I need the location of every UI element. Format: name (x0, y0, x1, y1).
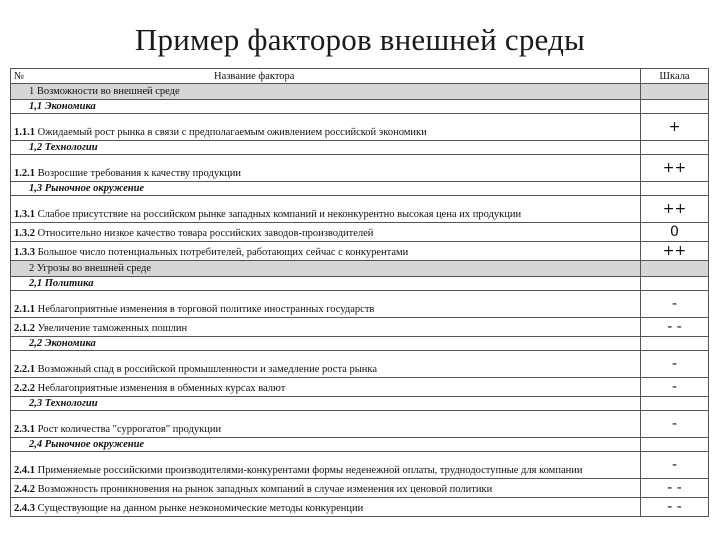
factor-scale: - (641, 291, 709, 318)
factor-number: 2.4.1 (14, 465, 35, 476)
factor-number: 2.4.3 (14, 503, 35, 514)
factor-cell (11, 196, 641, 223)
subsection-row (11, 438, 709, 452)
header-scale: Шкала (641, 69, 709, 84)
subsection-row (11, 277, 709, 291)
factor-scale: - - (641, 479, 709, 498)
factor-text: Применяемые российскими производителями-конкурентами формы неденежной оплаты, труднодоступные для компании (37, 465, 583, 476)
factor-cell (11, 452, 641, 479)
factor-text: Неблагоприятные изменения в обменных курсах валют (37, 383, 286, 394)
factor-row (11, 452, 709, 479)
factor-number: 2.2.1 (14, 364, 35, 375)
header-number: № (14, 70, 25, 82)
factor-number: 1.3.3 (14, 247, 35, 258)
factor-row (11, 498, 709, 517)
factor-cell (11, 155, 641, 182)
factor-row (11, 318, 709, 337)
section-title: 1 Возможности во внешней среде (11, 84, 641, 100)
factor-row (11, 351, 709, 378)
factor-text: Слабое присутствие на российском рынке западных компаний и неконкурентно высокая цена их продукции (37, 209, 522, 220)
factor-scale: + (641, 114, 709, 141)
factor-row (11, 114, 709, 141)
factor-text: Неблагоприятные изменения в торговой политике иностранных государств (37, 304, 375, 315)
factor-number: 1.3.1 (14, 209, 35, 220)
factor-cell (11, 114, 641, 141)
factor-row (11, 411, 709, 438)
factors-table (10, 68, 709, 517)
subsection-row (11, 397, 709, 411)
subsection-title: 2,2 Экономика (11, 337, 641, 351)
factor-scale: ++ (641, 196, 709, 223)
subsection-scale-cell (641, 337, 709, 351)
factor-text: Рост количества "суррогатов" продукции (37, 424, 222, 435)
section-title: 2 Угрозы во внешней среде (11, 261, 641, 277)
factor-cell (11, 411, 641, 438)
subsection-title: 2,4 Рыночное окружение (11, 438, 641, 452)
subsection-row (11, 141, 709, 155)
subsection-scale-cell (641, 277, 709, 291)
factor-scale: - (641, 378, 709, 397)
factor-row (11, 291, 709, 318)
factor-scale: - (641, 452, 709, 479)
factor-scale: - (641, 351, 709, 378)
factor-scale: - - (641, 498, 709, 517)
factor-cell (11, 498, 641, 517)
factors-table-body (11, 69, 709, 517)
header-name-cell (11, 69, 641, 84)
factor-text: Большое число потенциальных потребителей, работающих сейчас с конкурентами (37, 247, 409, 258)
factor-cell (11, 479, 641, 498)
subsection-row (11, 100, 709, 114)
subsection-scale-cell (641, 397, 709, 411)
subsection-title: 1,2 Технологии (11, 141, 641, 155)
factor-number: 2.1.2 (14, 323, 35, 334)
subsection-scale-cell (641, 100, 709, 114)
section-row (11, 261, 709, 277)
factor-text: Возросшие требования к качеству продукции (37, 168, 242, 179)
factor-number: 2.2.2 (14, 383, 35, 394)
factor-row (11, 479, 709, 498)
section-scale-cell (641, 261, 709, 277)
section-row (11, 84, 709, 100)
factor-scale: ++ (641, 155, 709, 182)
subsection-title: 1,3 Рыночное окружение (11, 182, 641, 196)
factor-scale: ++ (641, 242, 709, 261)
factor-number: 1.2.1 (14, 168, 35, 179)
factor-cell (11, 318, 641, 337)
section-scale-cell (641, 84, 709, 100)
subsection-row (11, 337, 709, 351)
factor-cell (11, 242, 641, 261)
factor-number: 2.3.1 (14, 424, 35, 435)
factor-text: Ожидаемый рост рынка в связи с предполагаемым оживлением российской экономики (37, 127, 427, 138)
subsection-title: 1,1 Экономика (11, 100, 641, 114)
factor-cell (11, 351, 641, 378)
factor-number: 2.4.2 (14, 484, 35, 495)
subsection-scale-cell (641, 438, 709, 452)
factor-cell (11, 223, 641, 242)
factor-row (11, 155, 709, 182)
factor-number: 1.1.1 (14, 127, 35, 138)
factor-scale: 0 (641, 223, 709, 242)
factor-cell (11, 291, 641, 318)
factor-scale: - - (641, 318, 709, 337)
slide-title: Пример факторов внешней среды (134, 22, 586, 57)
header-name: Название фактора (214, 70, 295, 82)
factor-scale: - (641, 411, 709, 438)
subsection-row (11, 182, 709, 196)
factor-text: Возможность проникновения на рынок западных компаний в случае изменения их ценовой политики (37, 484, 493, 495)
factor-row (11, 378, 709, 397)
factor-number: 2.1.1 (14, 304, 35, 315)
factor-row (11, 223, 709, 242)
table-header-row (11, 69, 709, 84)
factor-text: Возможный спад в российской промышленности и замедление роста рынка (37, 364, 377, 375)
factor-row (11, 242, 709, 261)
factor-cell (11, 378, 641, 397)
subsection-scale-cell (641, 182, 709, 196)
subsection-title: 2,3 Технологии (11, 397, 641, 411)
subsection-title: 2,1 Политика (11, 277, 641, 291)
factor-row (11, 196, 709, 223)
factor-number: 1.3.2 (14, 228, 35, 239)
factor-text: Увеличение таможенных пошлин (37, 323, 188, 334)
factor-text: Относительно низкое качество товара российских заводов-производителей (37, 228, 374, 239)
subsection-scale-cell (641, 141, 709, 155)
factor-text: Существующие на данном рынке неэкономические методы конкуренции (37, 503, 364, 514)
